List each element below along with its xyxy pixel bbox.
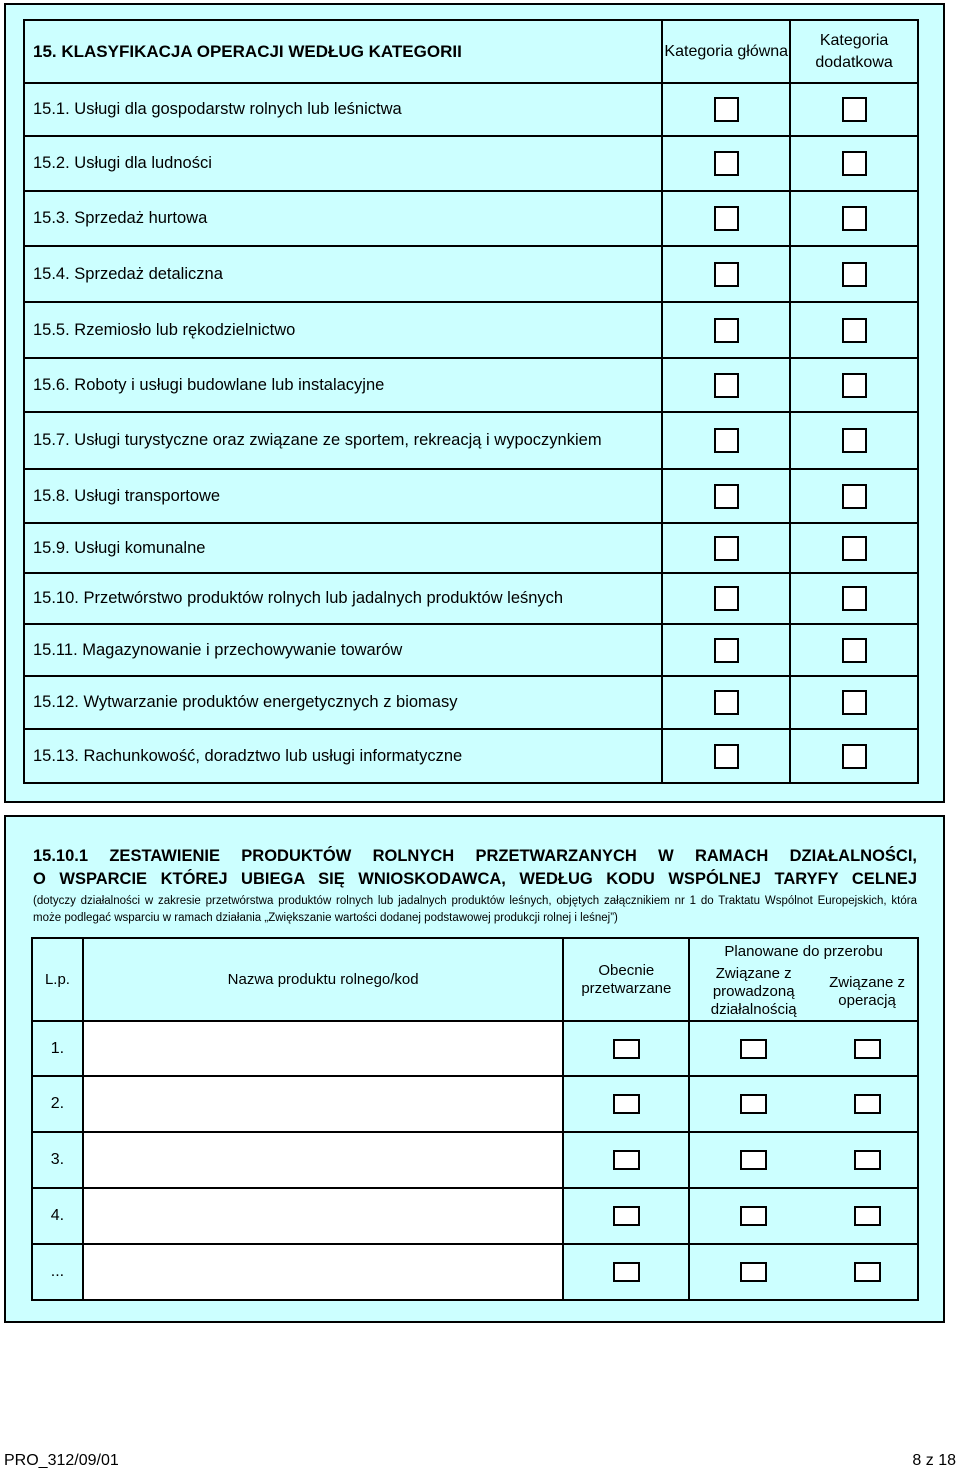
main-category-checkbox[interactable] — [714, 206, 739, 231]
planned-operation-checkbox[interactable] — [854, 1206, 881, 1226]
category-label: 15.8. Usługi transportowe — [24, 469, 662, 523]
planned-business-checkbox[interactable] — [740, 1150, 767, 1170]
table-row — [24, 302, 918, 358]
extra-category-checkbox[interactable] — [842, 744, 867, 769]
products-table — [31, 937, 919, 1301]
extra-category-checkbox[interactable] — [842, 484, 867, 509]
extra-category-checkbox[interactable] — [842, 318, 867, 343]
planned-operation-checkbox[interactable] — [854, 1262, 881, 1282]
table-row — [24, 191, 918, 246]
section-15-title: 15. KLASYFIKACJA OPERACJI WEDŁUG KATEGORII — [24, 20, 662, 83]
product-name-field[interactable] — [83, 1132, 564, 1188]
category-label: 15.3. Sprzedaż hurtowa — [24, 191, 662, 246]
currently-processed-checkbox[interactable] — [613, 1262, 640, 1282]
table-row — [24, 83, 918, 136]
category-label: 15.12. Wytwarzanie produktów energetycznych z biomasy — [24, 676, 662, 729]
products-section-note: (dotyczy działalności w zakresie przetwórstwa produktów rolnych lub jadalnych produktów leśnych, objętych załącznikiem nr 1 do Traktatu Wspólnot Europejskich, która może podlegać wsparciu w ramach działania „Zwiększanie wartości dodanej podstawowej produkcji rolnej i leśnej”) — [33, 895, 917, 924]
table-row — [32, 1132, 918, 1188]
planned-business-checkbox[interactable] — [740, 1206, 767, 1226]
extra-category-checkbox[interactable] — [842, 638, 867, 663]
extra-category-checkbox[interactable] — [842, 97, 867, 122]
main-category-checkbox[interactable] — [714, 318, 739, 343]
main-category-checkbox[interactable] — [714, 536, 739, 561]
main-category-checkbox[interactable] — [714, 690, 739, 715]
extra-category-checkbox[interactable] — [842, 536, 867, 561]
table-row — [24, 523, 918, 573]
table-row — [32, 1076, 918, 1132]
row-number: 1. — [32, 1021, 83, 1076]
main-category-checkbox[interactable] — [714, 586, 739, 611]
category-label: 15.6. Roboty i usługi budowlane lub instalacyjne — [24, 358, 662, 412]
main-category-checkbox[interactable] — [714, 484, 739, 509]
table-row — [24, 624, 918, 676]
currently-processed-checkbox[interactable] — [613, 1150, 640, 1170]
main-category-checkbox[interactable] — [714, 97, 739, 122]
extra-category-checkbox[interactable] — [842, 586, 867, 611]
row-number: 4. — [32, 1188, 83, 1244]
category-label: 15.7. Usługi turystyczne oraz związane ze sportem, rekreacją i wypoczynkiem — [24, 412, 662, 469]
table-row — [24, 573, 918, 624]
table-row — [24, 358, 918, 412]
category-table — [23, 19, 919, 784]
table-row — [32, 1244, 918, 1300]
category-label: 15.9. Usługi komunalne — [24, 523, 662, 573]
main-category-checkbox[interactable] — [714, 744, 739, 769]
extra-category-checkbox[interactable] — [842, 373, 867, 398]
col-currently-processed: Obecnie przetwarzane — [563, 938, 689, 1021]
category-label: 15.11. Magazynowanie i przechowywanie towarów — [24, 624, 662, 676]
planned-operation-checkbox[interactable] — [854, 1039, 881, 1059]
extra-category-checkbox[interactable] — [842, 428, 867, 453]
main-category-checkbox[interactable] — [714, 151, 739, 176]
category-label: 15.10. Przetwórstwo produktów rolnych lub jadalnych produktów leśnych — [24, 573, 662, 624]
planned-business-checkbox[interactable] — [740, 1262, 767, 1282]
table-row — [24, 412, 918, 469]
products-section-header — [33, 845, 917, 927]
col-planned-operation: Związane z operacją — [817, 964, 918, 1021]
product-name-field[interactable] — [83, 1244, 564, 1300]
category-label: 15.4. Sprzedaż detaliczna — [24, 246, 662, 302]
extra-category-checkbox[interactable] — [842, 151, 867, 176]
main-category-checkbox[interactable] — [714, 428, 739, 453]
planned-operation-checkbox[interactable] — [854, 1094, 881, 1114]
row-number: ... — [32, 1244, 83, 1300]
table-row — [32, 1021, 918, 1076]
table-row — [24, 676, 918, 729]
planned-operation-checkbox[interactable] — [854, 1150, 881, 1170]
col-main-category: Kategoria główna — [662, 20, 790, 83]
product-name-field[interactable] — [83, 1076, 564, 1132]
main-category-checkbox[interactable] — [714, 638, 739, 663]
col-planned-business: Związane z prowadzoną działalnością — [689, 964, 817, 1021]
table-row — [24, 246, 918, 302]
products-section-title-line1: 15.10.1 ZESTAWIENIE PRODUKTÓW ROLNYCH PRZETWARZANYCH W RAMACH DZIAŁALNOŚCI, — [33, 847, 917, 865]
extra-category-checkbox[interactable] — [842, 690, 867, 715]
extra-category-checkbox[interactable] — [842, 262, 867, 287]
product-name-field[interactable] — [83, 1021, 564, 1076]
table-row — [24, 136, 918, 191]
row-number: 3. — [32, 1132, 83, 1188]
row-number: 2. — [32, 1076, 83, 1132]
col-lp: L.p. — [32, 938, 83, 1021]
table-row — [24, 469, 918, 523]
extra-category-checkbox[interactable] — [842, 206, 867, 231]
planned-business-checkbox[interactable] — [740, 1039, 767, 1059]
page-number: 8 z 18 — [912, 1452, 956, 1469]
currently-processed-checkbox[interactable] — [613, 1094, 640, 1114]
category-label: 15.2. Usługi dla ludności — [24, 136, 662, 191]
currently-processed-checkbox[interactable] — [613, 1206, 640, 1226]
product-name-field[interactable] — [83, 1188, 564, 1244]
currently-processed-checkbox[interactable] — [613, 1039, 640, 1059]
table-row — [24, 729, 918, 783]
col-product-name: Nazwa produktu rolnego/kod — [83, 938, 564, 1021]
table-row — [32, 1188, 918, 1244]
col-planned: Planowane do przerobu — [689, 938, 918, 964]
main-category-checkbox[interactable] — [714, 373, 739, 398]
products-section-title-line2: O WSPARCIE KTÓREJ UBIEGA SIĘ WNIOSKODAWCA, WEDŁUG KODU WSPÓLNEJ TARYFY CELNEJ — [33, 870, 917, 888]
category-label: 15.1. Usługi dla gospodarstw rolnych lub leśnictwa — [24, 83, 662, 136]
main-category-checkbox[interactable] — [714, 262, 739, 287]
category-label: 15.13. Rachunkowość, doradztwo lub usługi informatyczne — [24, 729, 662, 783]
form-code: PRO_312/09/01 — [4, 1452, 119, 1469]
col-extra-category: Kategoria dodatkowa — [790, 20, 918, 83]
category-label: 15.5. Rzemiosło lub rękodzielnictwo — [24, 302, 662, 358]
planned-business-checkbox[interactable] — [740, 1094, 767, 1114]
